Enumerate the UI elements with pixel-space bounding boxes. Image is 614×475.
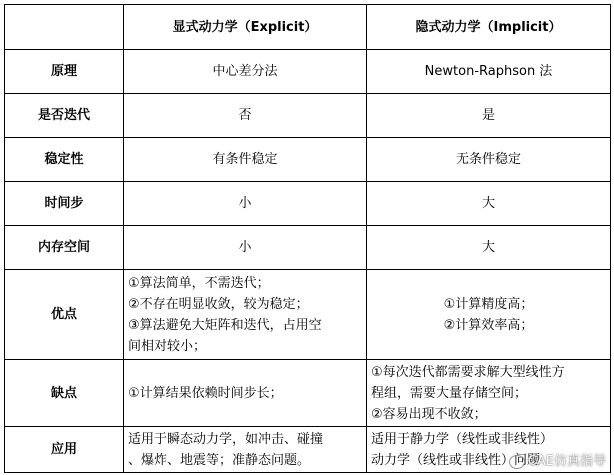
pros-implicit-block bbox=[444, 294, 534, 336]
explicit-cell: 小 bbox=[124, 226, 367, 270]
cons-implicit-cell bbox=[367, 360, 611, 427]
watermark-text: CAE仿真指导 bbox=[527, 454, 606, 469]
pros-explicit-line: 间相对较小； bbox=[128, 338, 207, 354]
implicit-cell: 大 bbox=[367, 226, 611, 270]
comparison-table bbox=[4, 4, 611, 473]
pros-explicit-line: ①算法简单，不需迭代； bbox=[128, 275, 270, 291]
watermark bbox=[509, 450, 606, 469]
table-row bbox=[5, 50, 611, 94]
explicit-cell: 中心差分法 bbox=[124, 50, 367, 94]
pros-implicit-cell bbox=[367, 270, 611, 360]
pros-implicit-line: ②计算效率高； bbox=[443, 317, 534, 333]
implicit-cell: 大 bbox=[367, 182, 611, 226]
row-label: 是否迭代 bbox=[5, 94, 124, 138]
pros-explicit-line: ③算法避免大矩阵和迭代，占用空 bbox=[128, 317, 322, 333]
table-row bbox=[5, 94, 611, 138]
cons-implicit-line: 程组，需要大量存储空间； bbox=[371, 385, 528, 401]
apps-explicit-cell bbox=[124, 427, 367, 473]
row-label: 稳定性 bbox=[5, 138, 124, 182]
explicit-cell: 有条件稳定 bbox=[124, 138, 367, 182]
table-row bbox=[5, 226, 611, 270]
apps-explicit-line: 、爆炸、地震等；准静态问题。 bbox=[128, 452, 311, 468]
pros-implicit-line: ①计算精度高； bbox=[443, 296, 534, 312]
explicit-cell: 小 bbox=[124, 182, 367, 226]
wechat-logo-icon bbox=[509, 455, 525, 469]
pros-explicit-cell bbox=[124, 270, 367, 360]
cons-row bbox=[5, 360, 611, 427]
corner-cell bbox=[5, 5, 124, 50]
cons-label: 缺点 bbox=[5, 360, 124, 427]
apps-implicit-line: 动力学（线性或非线性）问题 bbox=[371, 452, 541, 468]
row-label: 原理 bbox=[5, 50, 124, 94]
pros-row bbox=[5, 270, 611, 360]
header-row bbox=[5, 5, 611, 50]
col-header-explicit: 显式动力学（Explicit） bbox=[124, 5, 367, 50]
implicit-cell: Newton-Raphson 法 bbox=[367, 50, 611, 94]
implicit-cell: 无条件稳定 bbox=[367, 138, 611, 182]
table-row bbox=[5, 182, 611, 226]
table-row bbox=[5, 138, 611, 182]
apps-explicit-line: 适用于瞬态动力学，如冲击、碰撞 bbox=[128, 431, 324, 447]
row-label: 时间步 bbox=[5, 182, 124, 226]
apps-label: 应用 bbox=[5, 427, 124, 473]
apps-implicit-line: 适用于静力学（线性或非线性） bbox=[371, 431, 554, 447]
cons-implicit-line: ②容易出现不收敛； bbox=[371, 406, 487, 422]
cons-implicit-line: ①每次迭代都需要求解大型线性方 bbox=[371, 364, 565, 380]
implicit-cell: 是 bbox=[367, 94, 611, 138]
row-label: 内存空间 bbox=[5, 226, 124, 270]
explicit-cell: 否 bbox=[124, 94, 367, 138]
cons-explicit-cell bbox=[124, 360, 367, 427]
col-header-implicit: 隐式动力学（Implicit） bbox=[367, 5, 611, 50]
pros-label: 优点 bbox=[5, 270, 124, 360]
pros-explicit-line: ②不存在明显收敛，较为稳定； bbox=[128, 296, 309, 312]
cons-explicit-line: ①计算结果依赖时间步长； bbox=[128, 385, 283, 401]
